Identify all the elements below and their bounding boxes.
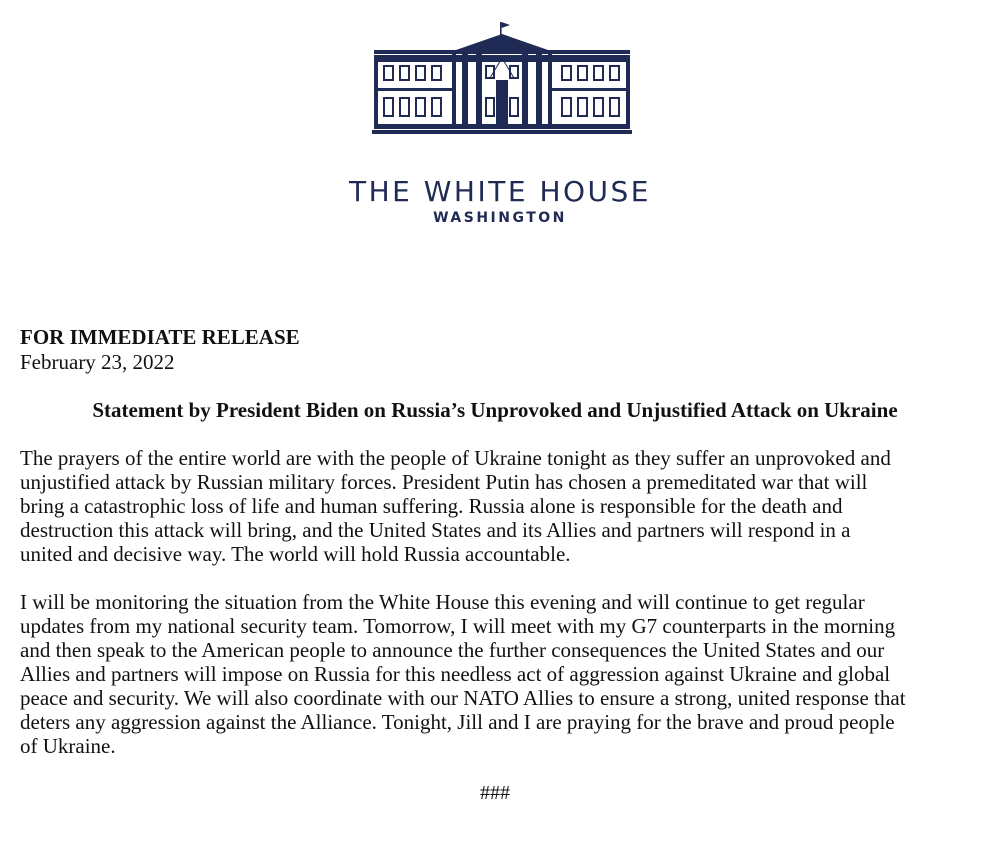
paragraph xyxy=(20,590,980,758)
paragraph-line: united and decisive way. The world will hold Russia accountable. xyxy=(20,542,571,566)
paragraph-line: deters any aggression against the Alliance. Tonight, Jill and I are praying for the brave and proud people xyxy=(20,710,895,734)
paragraph-line: of Ukraine. xyxy=(20,734,116,758)
paragraph-line: I will be monitoring the situation from the White House this evening and will continue to get regular xyxy=(20,590,865,614)
paragraph-line: peace and security. We will also coordinate with our NATO Allies to ensure a strong, united response that xyxy=(20,686,906,710)
white-house-logo-icon xyxy=(372,20,632,140)
paragraph-line: updates from my national security team. Tomorrow, I will meet with my G7 counterparts in the morning xyxy=(20,614,896,638)
statement-headline: Statement by President Biden on Russia’s Unprovoked and Unjustified Attack on Ukraine xyxy=(92,398,898,422)
letterhead-title: THE WHITE HOUSE xyxy=(349,175,651,208)
paragraph-line: The prayers of the entire world are with the people of Ukraine tonight as they suffer an unprovoked and xyxy=(20,446,891,470)
paragraph-line: Allies and partners will impose on Russia for this needless act of aggression against Ukraine and global xyxy=(20,662,891,686)
paragraph-line: bring a catastrophic loss of life and human suffering. Russia alone is responsible for the death and xyxy=(20,494,843,518)
letterhead-subtitle: WASHINGTON xyxy=(433,210,567,226)
paragraph-line: unjustified attack by Russian military forces. President Putin has chosen a premeditated war that will xyxy=(20,470,868,494)
release-date: February 23, 2022 xyxy=(20,350,175,374)
end-mark: ### xyxy=(480,782,510,804)
release-label: FOR IMMEDIATE RELEASE xyxy=(20,325,300,349)
paragraph xyxy=(20,446,980,566)
paragraph-line: destruction this attack will bring, and the United States and its Allies and partners will respond in a xyxy=(20,518,851,542)
paragraph-line: and then speak to the American people to announce the further consequences the United States and our xyxy=(20,638,885,662)
